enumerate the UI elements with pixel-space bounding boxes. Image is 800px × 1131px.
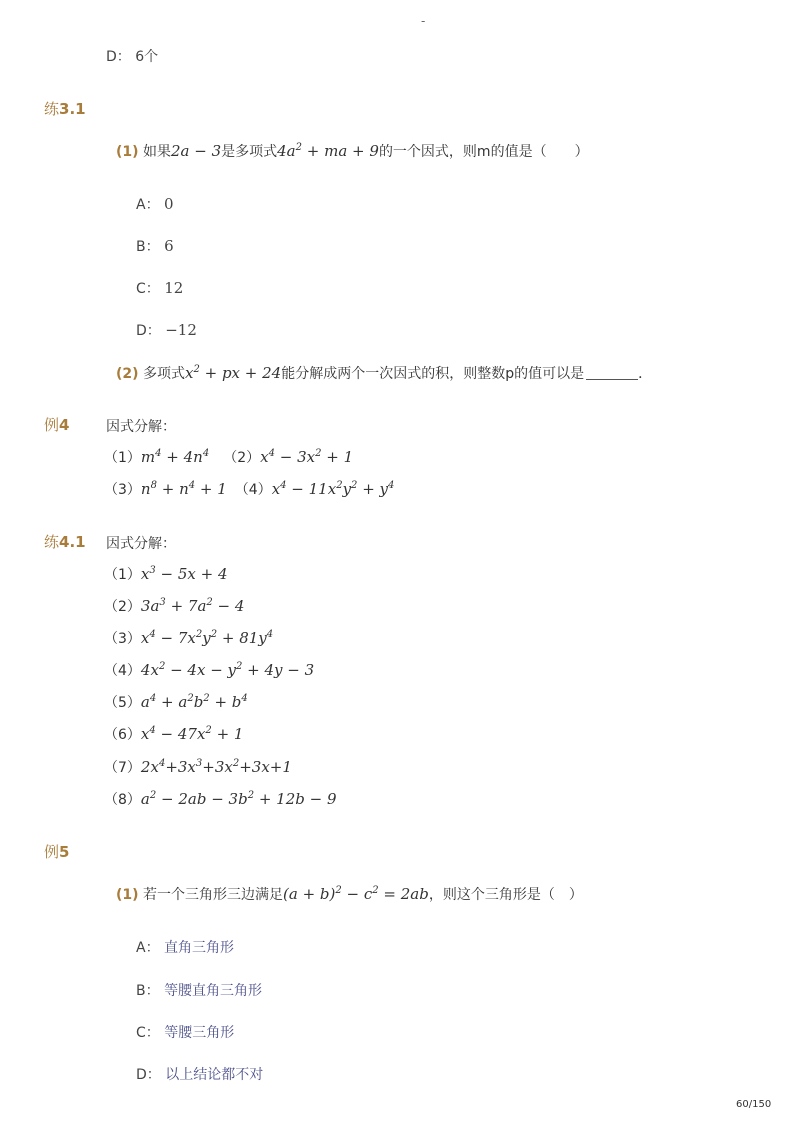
section-tag-ex4: 例4	[44, 416, 70, 434]
ex4-title: 因式分解：	[106, 419, 176, 435]
option-a: A： 直角三角形	[136, 940, 235, 956]
ex4-1-title: 因式分解：	[106, 536, 176, 552]
ex4-1-item: $(8)a^2 - 2ab - 3b^2 + 12b - 9$	[104, 790, 337, 808]
top-option-d	[106, 46, 158, 66]
option-c: C： 12	[136, 279, 184, 297]
math-expr: 2a − 3	[171, 142, 222, 160]
option-b: B： 6	[136, 237, 174, 255]
ex4-1-item: $(6)x^4 - 47x^2 + 1$	[104, 725, 244, 743]
ex4-1-item: $(7)2x^4+3x^3+3x^2+3x+1$	[104, 758, 292, 776]
header-mark: -	[421, 14, 426, 28]
option-a: A： 0	[136, 195, 174, 213]
section-tag-ex4-1: 练4.1	[44, 533, 86, 551]
section-tag-ex5: 例5	[44, 843, 70, 861]
ex4-1-item: $(1)x^3 - 5x + 4$	[104, 565, 228, 583]
math-expr: $x^2$ + px + 24	[185, 364, 282, 382]
ex4-1-item: $(2)3a^3 + 7a^2 - 4$	[104, 597, 245, 615]
question-5-1: (1) 若一个三角形三边满足$(a + b)^2 - c^2 = 2ab$，则这个三角形是（ ）	[116, 885, 583, 903]
ex4-1-item: $(4)4x^2 - 4x - y^2 + 4y - 3$	[104, 661, 315, 679]
option-label: D：	[106, 49, 131, 65]
option-b: B： 等腰直角三角形	[136, 983, 263, 999]
option-d: D： −12	[136, 321, 197, 339]
question-number: (1)	[116, 144, 139, 160]
math-expr: $(a + b)^2 - c^2 = 2ab$	[283, 885, 429, 903]
option-value: 6个	[135, 49, 159, 65]
section-tag-ex3-1: 练3.1	[44, 100, 86, 118]
question-3-1-1: (1) 如果2a − 3是多项式$4a^2$ + ma + 9的一个因式，则m的值是（ ）	[116, 142, 589, 160]
question-number: (2)	[116, 366, 139, 382]
option-d: D： 以上结论都不对	[136, 1067, 264, 1083]
math-expr: $4a^2$ + ma + 9	[277, 142, 379, 160]
ex4-row-1: $(1)m^4 + 4n^4$ $(2)x^4 - 3x^2 + 1$	[104, 448, 354, 466]
question-number: (1)	[116, 887, 139, 903]
ex4-1-item: $(5)a^4 + a^2b^2 + b^4$	[104, 693, 248, 711]
ex4-1-item: $(3)x^4 - 7x^2y^2 + 81y^4$	[104, 629, 274, 647]
question-3-1-2: (2) 多项式$x^2$ + px + 24能分解成两个一次因式的积，则整数p的值可以是 ．	[116, 364, 653, 382]
page-number: 60/150	[736, 1099, 772, 1110]
option-c: C： 等腰三角形	[136, 1025, 235, 1041]
answer-blank	[586, 367, 638, 380]
ex4-row-2: $(3)n^8 + n^4 + 1$ $(4)x^4 - 11x^2y^2 + y^4$	[104, 480, 395, 498]
